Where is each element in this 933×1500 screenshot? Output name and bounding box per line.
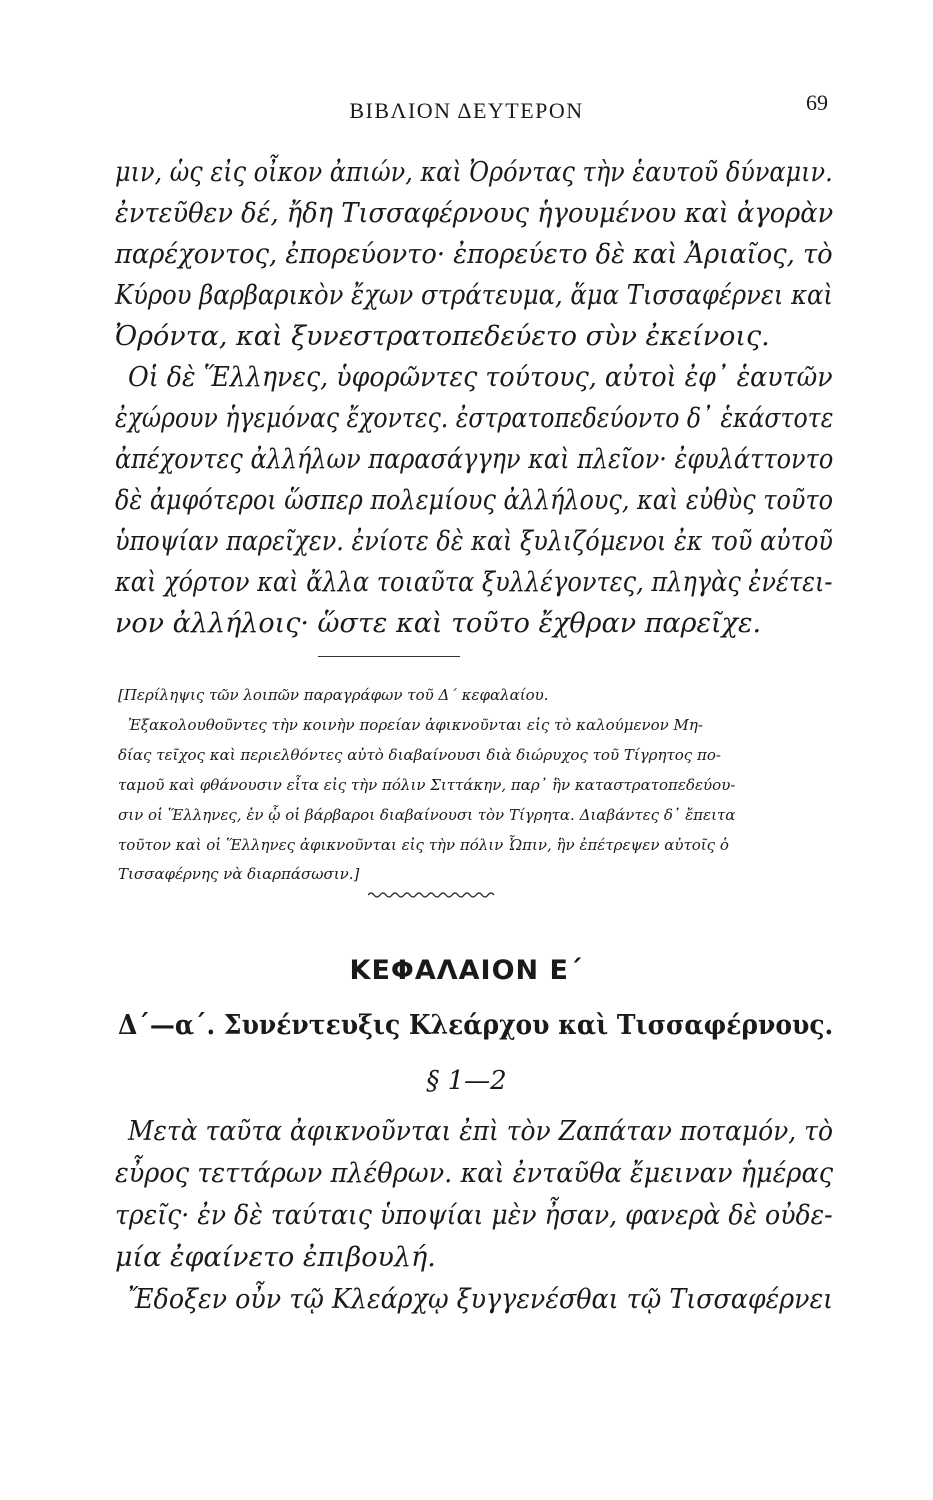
- note-line: δίας τεῖχος καὶ περιελθόντες αὐτὸ διαβαίνουσι διὰ διώρυχος τοῦ Τίγρητος πο-: [118, 746, 721, 764]
- note-line: σιν οἱ Ἕλληνες, ἐν ᾧ οἱ βάρβαροι διαβαίνουσι τὸν Τίγρητα. Διαβάντες δ᾽ ἔπειτα: [118, 806, 736, 824]
- body-line: μιν, ὡς εἰς οἶκον ἀπιών, καὶ Ὀρόντας τὴν ἑαυτοῦ δύναμιν.: [115, 157, 833, 188]
- page-number: 69: [806, 90, 828, 115]
- body-line: Ὀρόντα, καὶ ξυνεστρατοπεδεύετο σὺν ἐκείνοις.: [115, 321, 770, 352]
- note-line: ταμοῦ καὶ φθάνουσιν εἶτα εἰς τὴν πόλιν Σιττάκην, παρ᾽ ἣν καταστρατοπεδεύου-: [118, 776, 736, 794]
- body-line: Κύρου βαρβαρικὸν ἔχων στράτευμα, ἅμα Τισσαφέρνει καὶ: [115, 280, 833, 311]
- body-line: ἀπέχοντες ἀλλήλων παρασάγγην καὶ πλεῖον· ἐφυλάττοντο: [115, 444, 834, 475]
- body-line: παρέχοντος, ἐπορεύοντο· ἐπορεύετο δὲ καὶ Ἀριαῖος, τὸ: [115, 239, 833, 270]
- body-line: δὲ ἀμφότεροι ὥσπερ πολεμίους ἀλλήλους, καὶ εὐθὺς τοῦτο: [115, 485, 834, 516]
- body-line: μία ἐφαίνετο ἐπιβουλή.: [115, 1242, 436, 1273]
- body-line: ἐχώρουν ἡγεμόνας ἔχοντες. ἐστρατοπεδεύοντο δ᾽ ἑκάστοτε: [115, 403, 834, 434]
- running-head: ΒΙΒΛΙΟΝ ΔΕΥΤΕΡΟΝ: [349, 98, 584, 123]
- note-line: Τισσαφέρνης νὰ διαρπάσωσιν.]: [118, 865, 360, 883]
- body-line: Οἱ δὲ Ἕλληνες, ὑφορῶντες τούτους, αὐτοὶ ἐφ᾽ ἑαυτῶν: [128, 362, 833, 393]
- body-line: νον ἀλλήλοις· ὥστε καὶ τοῦτο ἔχθραν παρεῖχε.: [115, 608, 762, 639]
- note-line: τοῦτον καὶ οἱ Ἕλληνες ἀφικνοῦνται εἰς τὴν πόλιν Ὦπιν, ἣν ἐπέτρεψεν αὐτοῖς ὁ: [118, 836, 729, 854]
- chapter-title: ΚΕΦΑΛΑΙΟΝ Ε´: [349, 955, 584, 986]
- section-heading: Δ´—α´. Συνέντευξις Κλεάρχου καὶ Τισσαφέρνους.: [118, 1010, 834, 1041]
- body-line: εὖρος τεττάρων πλέθρων. καὶ ἐνταῦθα ἔμειναν ἡμέρας: [115, 1158, 834, 1189]
- note-line: [Περίληψις τῶν λοιπῶν παραγράφων τοῦ Δ´ κεφαλαίου.: [118, 686, 549, 704]
- separator-rule: [318, 656, 460, 657]
- body-line: ὑποψίαν παρεῖχεν. ἐνίοτε δὲ καὶ ξυλιζόμενοι ἐκ τοῦ αὐτοῦ: [115, 526, 833, 557]
- section-number: § 1—2: [426, 1066, 507, 1096]
- body-line: Ἔδοξεν οὖν τῷ Κλεάρχῳ ξυγγενέσθαι τῷ Τισσαφέρνει: [128, 1284, 834, 1315]
- note-line: Ἐξακολουθοῦντες τὴν κοινὴν πορείαν ἀφικνοῦνται εἰς τὸ καλούμενον Μη-: [128, 716, 703, 734]
- body-line: ἐντεῦθεν δέ, ἤδη Τισσαφέρνους ἡγουμένου καὶ ἀγορὰν: [115, 198, 834, 229]
- body-line: καὶ χόρτον καὶ ἄλλα τοιαῦτα ξυλλέγοντες, πληγὰς ἐνέτει-: [115, 567, 833, 598]
- body-line: τρεῖς· ἐν δὲ ταύταις ὑποψίαι μὲν ἦσαν, φανερὰ δὲ οὐδε-: [115, 1200, 833, 1231]
- decorative-squiggle: [368, 890, 498, 900]
- body-line: Μετὰ ταῦτα ἀφικνοῦνται ἐπὶ τὸν Ζαπάταν ποταμόν, τὸ: [128, 1116, 833, 1147]
